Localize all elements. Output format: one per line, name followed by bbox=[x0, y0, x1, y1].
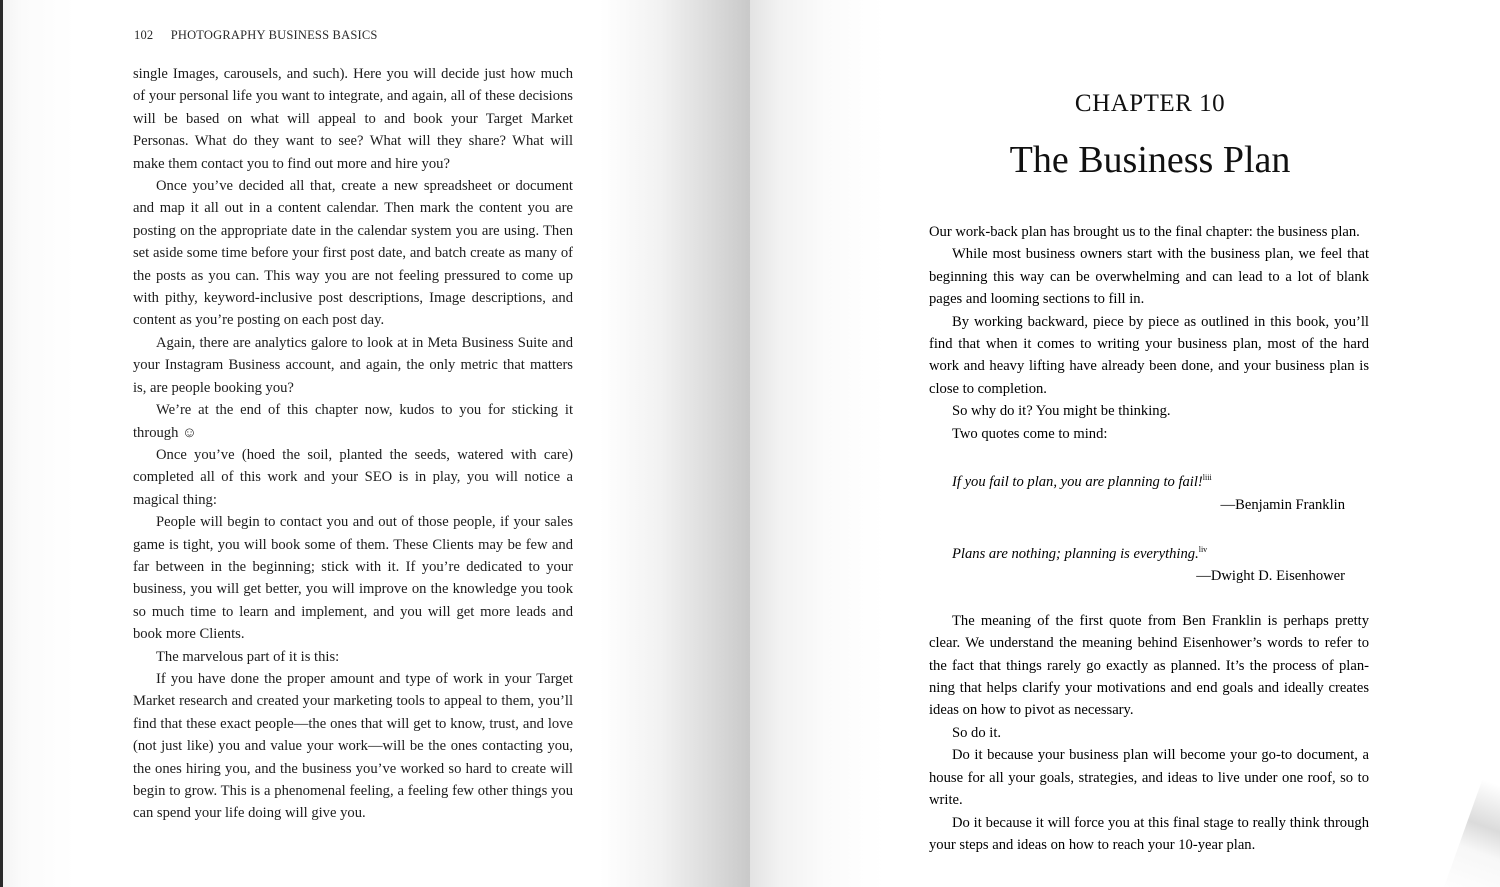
paragraph: Once you’ve decided all that, create a new spreadsheet or document and map it all out in a content calendar. Then mark the content you are posting on the appropriate date in the calendar system you are using. Then set aside some time before your first post date, and batch create as many of the posts as you can. This way you are not feeling pressured to come up with pithy, keyword-inclusive post descriptions, Image descriptions, and content as you’re posting on each post day. bbox=[133, 178, 573, 329]
quote-attribution: —Benjamin Franklin bbox=[1220, 496, 1345, 513]
quote-text-content: Plans are nothing; planning is everything. bbox=[952, 545, 1199, 562]
paragraph: Do it because your business plan will become your go-to document, a house for all your goals, strategies, and ideas to live under one roof, so to write. bbox=[929, 747, 1369, 809]
paragraph: Two quotes come to mind: bbox=[952, 425, 1108, 442]
page-number: 102 bbox=[134, 28, 154, 42]
paragraph: By working backward, piece by piece as outlined in this book, you’ll find that when it comes to writing your business plan, most of the hard work and heavy lifting have already been done, and your business plan is close to completion. bbox=[929, 313, 1369, 397]
paragraph: Our work-back plan has brought us to the final chapter: the business plan. bbox=[929, 224, 1360, 240]
quote-text-content: If you fail to plan, you are planning to fail! bbox=[952, 474, 1203, 491]
paragraph: Do it because it will force you at this final stage to really think through your steps and ideas on how to reach your 10-year plan. bbox=[929, 814, 1369, 853]
right-body-text bbox=[929, 221, 1369, 856]
paragraph: We’re at the end of this chapter now, kudos to you for sticking it through ☺ bbox=[133, 402, 573, 441]
chapter-label: CHAPTER 10 bbox=[1074, 90, 1226, 117]
paragraph: So do it. bbox=[952, 724, 1002, 741]
page-edge bbox=[0, 0, 3, 887]
spacer bbox=[929, 587, 1369, 609]
quote-text bbox=[929, 539, 1369, 565]
book-title-header: PHOTOGRAPHY BUSINESS BASICS bbox=[170, 28, 378, 42]
page-curl[interactable] bbox=[1420, 730, 1500, 887]
quote-attribution: —Dwight D. Eisenhower bbox=[1196, 568, 1345, 585]
paragraph: If you have done the proper amount and type of work in your Target Market research and created your marketing tools to appeal to them, you’ll find that these exact people—the ones that will get to know, trust, and love (not just like) you and value your work—will be the ones contacting you, the ones hiring you, and the business you’ve worked so hard to create will begin to grow. This is a phenomenal feeling, a feeling few other things you can spend your life doing will give you. bbox=[133, 670, 573, 822]
paragraph: The marvelous part of it is this: bbox=[156, 648, 340, 665]
spacer bbox=[929, 516, 1369, 538]
left-body-text bbox=[133, 63, 573, 825]
spacer bbox=[929, 445, 1369, 467]
paragraph: The meaning of the first quote from Ben Franklin is perhaps pretty clear. We understand the meaning behind Eisenhower’s words to refer to the fact that things rarely go exactly as planned. It’s the process of planning that helps clarify your motivations and end goals and ideally creates ideas on how to pivot as necessary. bbox=[929, 612, 1369, 719]
quote-eisenhower bbox=[929, 539, 1369, 588]
paragraph: While most business owners start with the business plan, we feel that beginning this way can be overwhelming and can lead to a lot of blank pages and looming sections to fill in. bbox=[929, 246, 1369, 308]
quote-franklin bbox=[929, 467, 1369, 516]
endnote-marker[interactable]: liv bbox=[1198, 544, 1208, 554]
endnote-marker[interactable]: liii bbox=[1202, 473, 1212, 483]
quote-text bbox=[929, 467, 1369, 493]
paragraph: single Images, carousels, and such). Here you will decide just how much of your personal life you want to integrate, and again, all of these decisions will be based on what will appeal to and book your Target Market Personas. What do they want to see? What will they share? What will make them contact you to find out more and hire you? bbox=[133, 66, 573, 172]
paragraph: Again, there are analytics galore to look at in Meta Business Suite and your Instagram Business account, and again, the only metric that matters is, are people booking you? bbox=[133, 334, 573, 396]
paragraph: Once you’ve (hoed the soil, planted the seeds, watered with care) completed all of this work and your SEO is in play, you will notice a magical thing: bbox=[133, 446, 573, 508]
paragraph: People will begin to contact you and out of those people, if your sales game is tight, you will book some of them. These Clients may be few and far between in the beginning; stick with it. If you’re dedicated to your business, you will get better, you will improve on the knowledge you took so much time to learn and implement, and you will get more leads and book more Clients. bbox=[133, 514, 573, 643]
paragraph: So why do it? You might be thinking. bbox=[952, 403, 1171, 420]
chapter-title: The Business Plan bbox=[1009, 139, 1291, 181]
running-head bbox=[134, 28, 378, 43]
